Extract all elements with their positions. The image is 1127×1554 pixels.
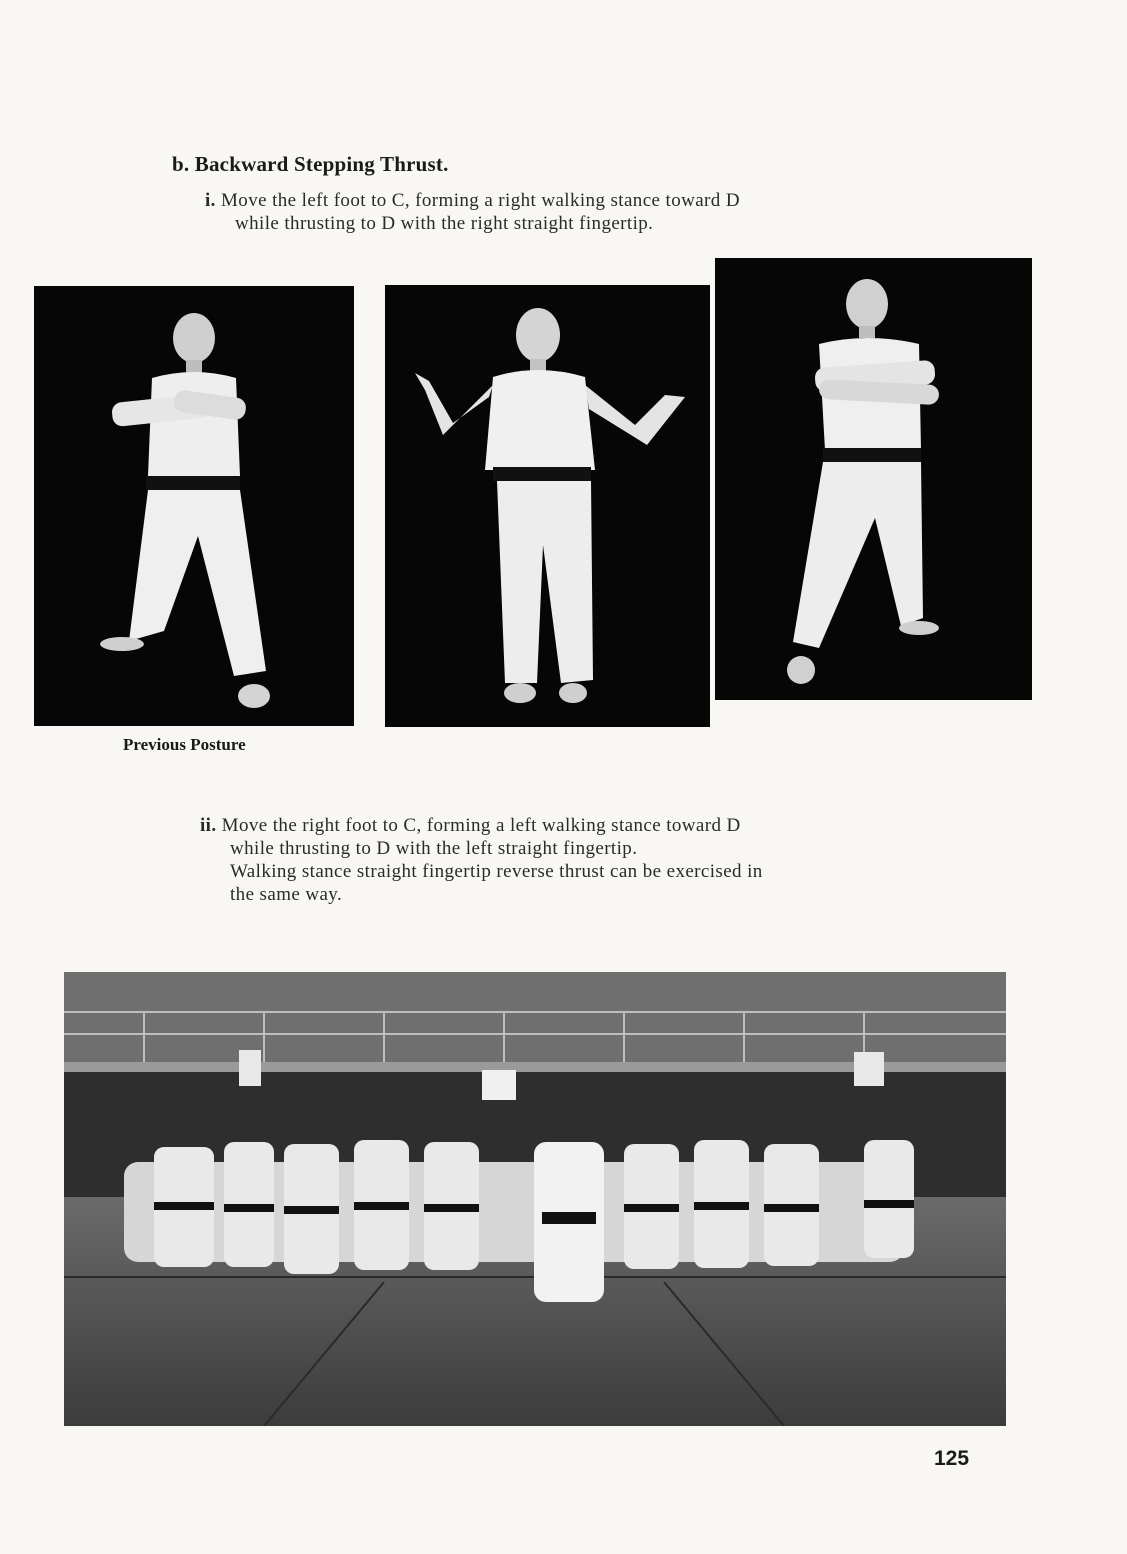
step-i-line-2: while thrusting to D with the right straight fingertip. — [235, 213, 654, 234]
figure-arms-extended-illustration — [385, 285, 710, 727]
photo-gymnasium-class — [64, 972, 1006, 1426]
gymnasium-illustration — [64, 972, 1006, 1426]
step-ii-line-3: Walking stance straight fingertip reverse thrust can be exercised in — [230, 861, 763, 882]
step-i-number: i. — [205, 190, 216, 211]
photo-walking-stance — [715, 258, 1032, 700]
step-i-paragraph — [205, 189, 965, 235]
figure-arms-crossed-illustration — [34, 286, 354, 726]
page-number: 125 — [934, 1447, 970, 1470]
figure-arms-crossed-front-illustration — [715, 258, 1032, 700]
photo-caption: Previous Posture — [123, 735, 246, 754]
step-ii-line-4: the same way. — [230, 884, 343, 905]
photo-previous-posture — [34, 286, 354, 726]
step-ii-line-1: Move the right foot to C, forming a left walking stance toward D — [221, 815, 741, 836]
photo-arms-extended — [385, 285, 710, 727]
step-ii-number: ii. — [200, 815, 217, 836]
step-ii-paragraph — [200, 814, 960, 906]
step-ii-line-2: while thrusting to D with the left straight fingertip. — [230, 838, 638, 859]
step-i-line-1: Move the left foot to C, forming a right walking stance toward D — [221, 190, 740, 211]
section-heading: b. Backward Stepping Thrust. — [172, 152, 449, 176]
